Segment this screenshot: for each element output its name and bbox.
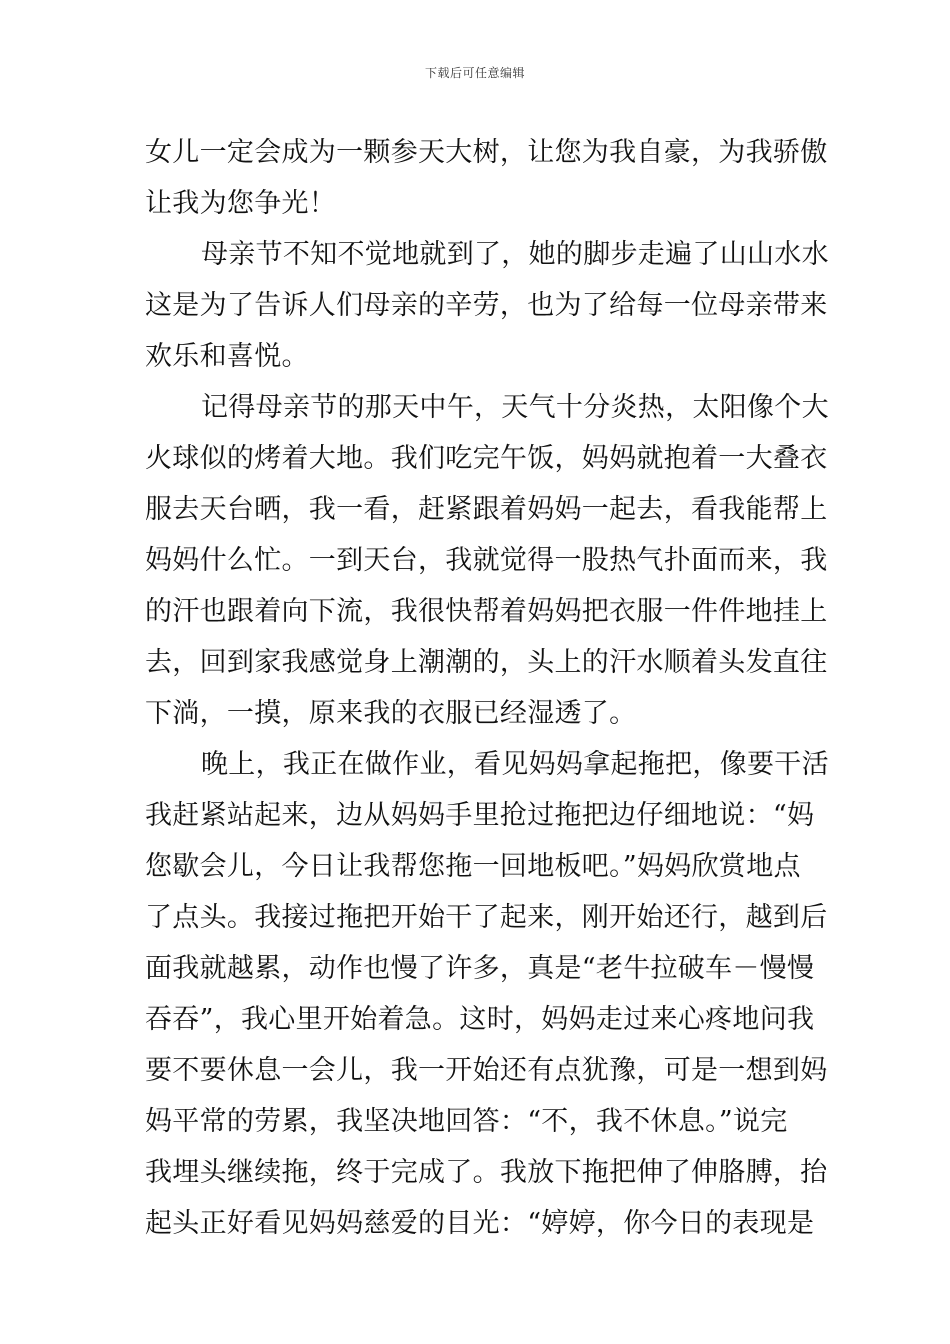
text-line: 起头正好看见妈妈慈爱的目光：“婷婷，你今日的表现是 bbox=[145, 1208, 815, 1239]
text-line: 去，回到家我感觉身上潮潮的，头上的汗水顺着头发直往 bbox=[145, 647, 828, 678]
text-line: 让我为您争光！ bbox=[145, 188, 337, 219]
text-line: 记得母亲节的那天中午，天气十分炎热，太阳像个大 bbox=[201, 392, 829, 423]
text-line: 晚上，我正在做作业，看见妈妈拿起拖把，像要干活 bbox=[201, 749, 829, 780]
text-line: 要不要休息一会儿，我一开始还有点犹豫，可是一想到妈 bbox=[145, 1055, 828, 1086]
page-header: 下载后可任意编辑 bbox=[424, 66, 525, 80]
text-line: 这是为了告诉人们母亲的辛劳，也为了给每一位母亲带来 bbox=[145, 290, 828, 321]
text-line: 我赶紧站起来，边从妈妈手里抢过拖把边仔细地说：“妈 bbox=[145, 800, 815, 831]
text-line: 面我就越累，动作也慢了许多，真是“老牛拉破车－慢慢 bbox=[145, 953, 815, 984]
text-line: 欢乐和喜悦。 bbox=[145, 341, 309, 372]
text-line: 我埋头继续拖，终于完成了。我放下拖把伸了伸胳膊，抬 bbox=[145, 1157, 828, 1188]
text-line: 妈平常的劳累，我坚决地回答：“不，我不休息。”说完 bbox=[145, 1106, 788, 1137]
text-line: 的汗也跟着向下流，我很快帮着妈妈把衣服一件件地挂上 bbox=[145, 596, 828, 627]
text-line: 母亲节不知不觉地就到了，她的脚步走遍了山山水水 bbox=[201, 239, 829, 270]
text-line: 吞吞”，我心里开始着急。这时，妈妈走过来心疼地问我 bbox=[145, 1004, 815, 1035]
text-line: 服去天台晒，我一看，赶紧跟着妈妈一起去，看我能帮上 bbox=[145, 494, 828, 525]
text-line: 女儿一定会成为一颗参天大树，让您为我自豪，为我骄傲 bbox=[145, 137, 828, 168]
text-line: 妈妈什么忙。一到天台，我就觉得一股热气扑面而来，我 bbox=[145, 545, 828, 576]
document-body bbox=[145, 127, 829, 1249]
text-line: 下淌，一摸，原来我的衣服已经湿透了。 bbox=[145, 698, 637, 729]
text-line: 火球似的烤着大地。我们吃完午饭，妈妈就抱着一大叠衣 bbox=[145, 443, 828, 474]
text-line: 了点头。我接过拖把开始干了起来，刚开始还行，越到后 bbox=[145, 902, 828, 933]
text-line: 您歇会儿，今日让我帮您拖一回地板吧。”妈妈欣赏地点 bbox=[145, 851, 801, 882]
